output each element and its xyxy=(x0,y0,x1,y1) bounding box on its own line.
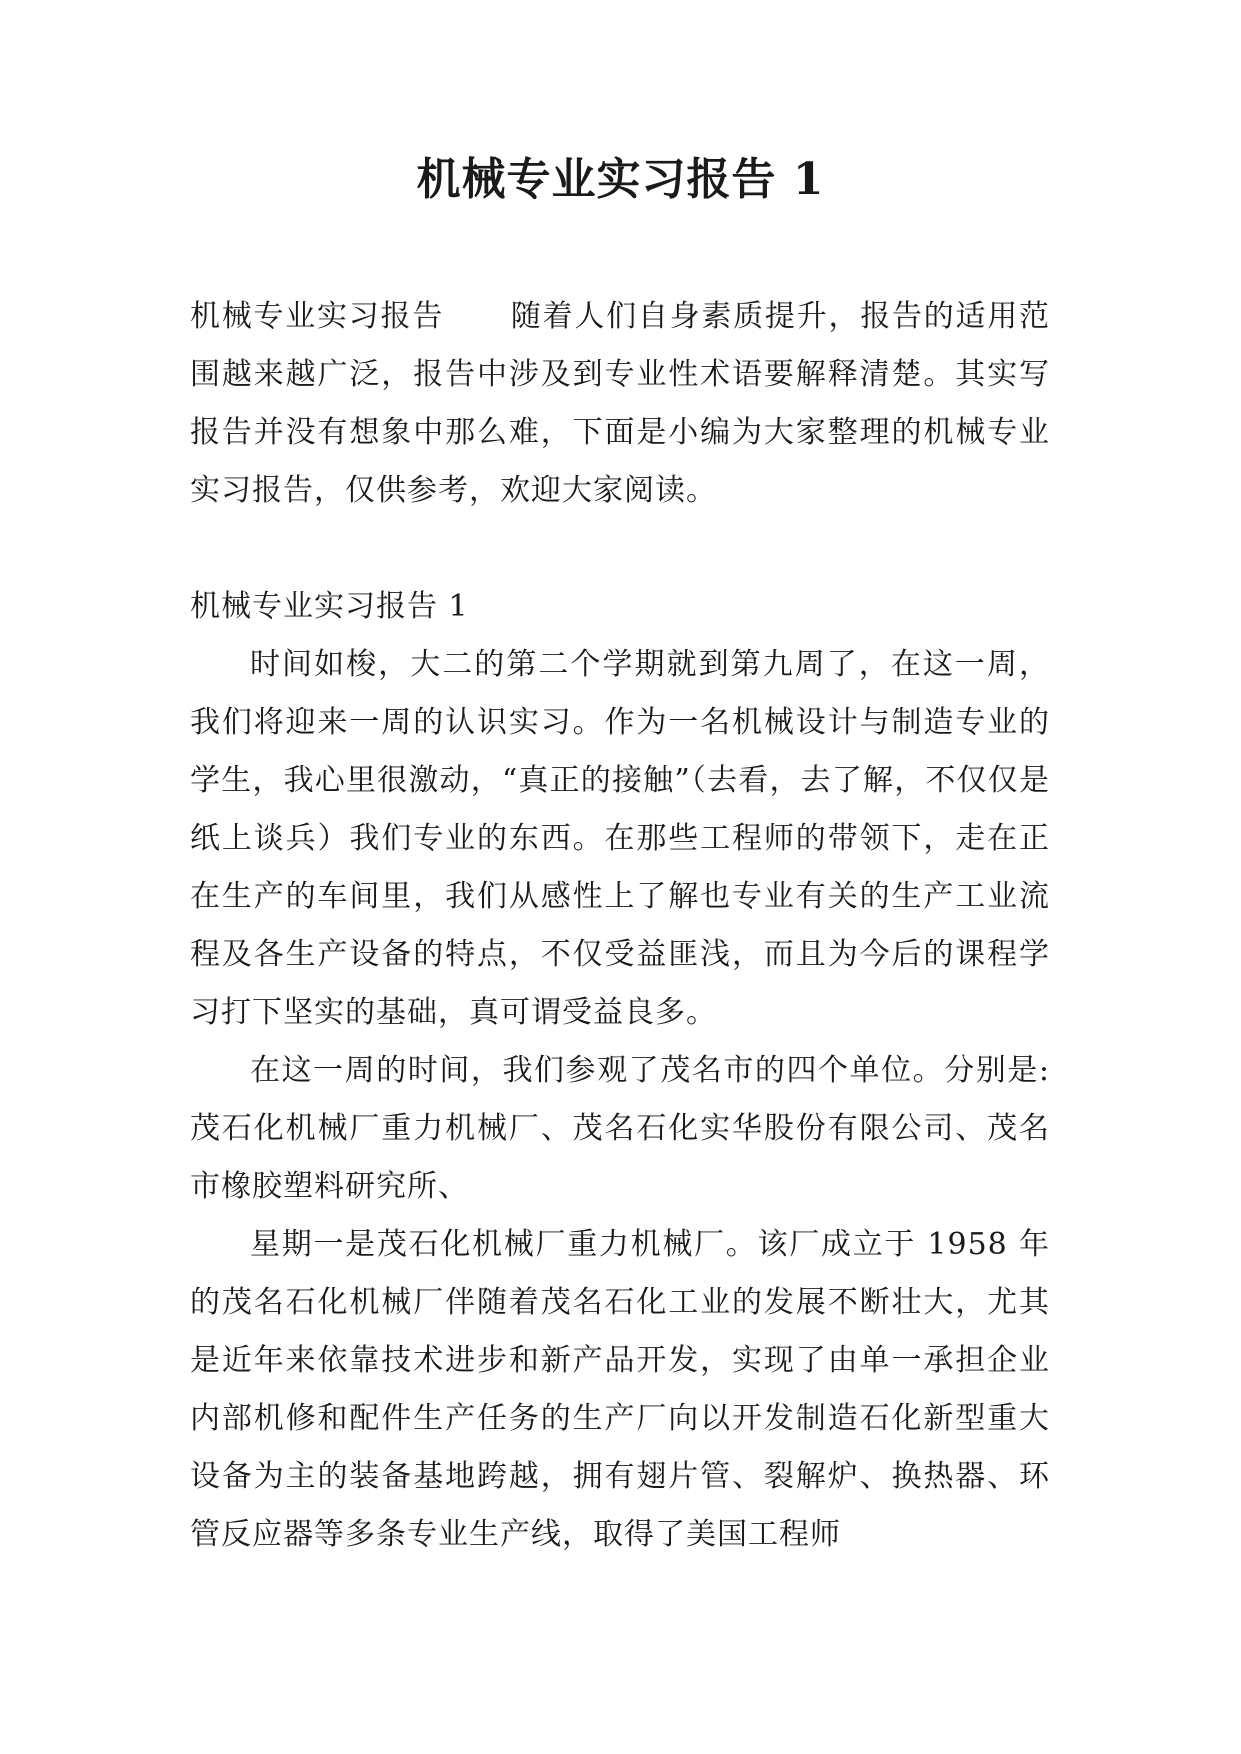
document-title: 机械专业实习报告 1 xyxy=(416,154,825,205)
intro-text: 随着人们自身素质提升，报告的适用范围越来越广泛，报告中涉及到专业性术语要解释清楚。其实写报告并没有想象中那么难，下面是小编为大家整理的机械专业实习报告，仅供参考，欢迎大家阅读。 xyxy=(190,299,1051,508)
intro-label: 机械专业实习报告 xyxy=(190,299,445,334)
document-body xyxy=(190,288,1050,1564)
body-paragraph-3: 星期一是茂石化机械厂重力机械厂。该厂成立于 1958 年的茂名石化机械厂伴随着茂名石化工业的发展不断壮大，尤其是近年来依靠技术进步和新产品开发，实现了由单一承担企业内部机修和配件生产任务的生产厂向以开发制造石化新型重大设备为主的装备基地跨越，拥有翅片管、裂解炉、换热器、环管反应器等多条专业生产线，取得了美国工程师 xyxy=(190,1227,1050,1552)
section-heading: 机械专业实习报告 1 xyxy=(190,589,469,624)
intro-paragraph xyxy=(190,288,1050,520)
body-paragraph-1: 时间如梭，大二的第二个学期就到第九周了，在这一周，我们将迎来一周的认识实习。作为一名机械设计与制造专业的学生，我心里很激动，“真正的接触”（去看，去了解，不仅仅是纸上谈兵）我们专业的东西。在那些工程师的带领下，走在正在生产的车间里，我们从感性上了解也专业有关的生产工业流程及各生产设备的特点，不仅受益匪浅，而且为今后的课程学习打下坚实的基础，真可谓受益良多。 xyxy=(190,647,1050,1030)
body-paragraph-2: 在这一周的时间，我们参观了茂名市的四个单位。分别是: 茂石化机械厂重力机械厂、茂名石化实华股份有限公司、茂名市橡胶塑料研究所、 xyxy=(190,1053,1050,1204)
